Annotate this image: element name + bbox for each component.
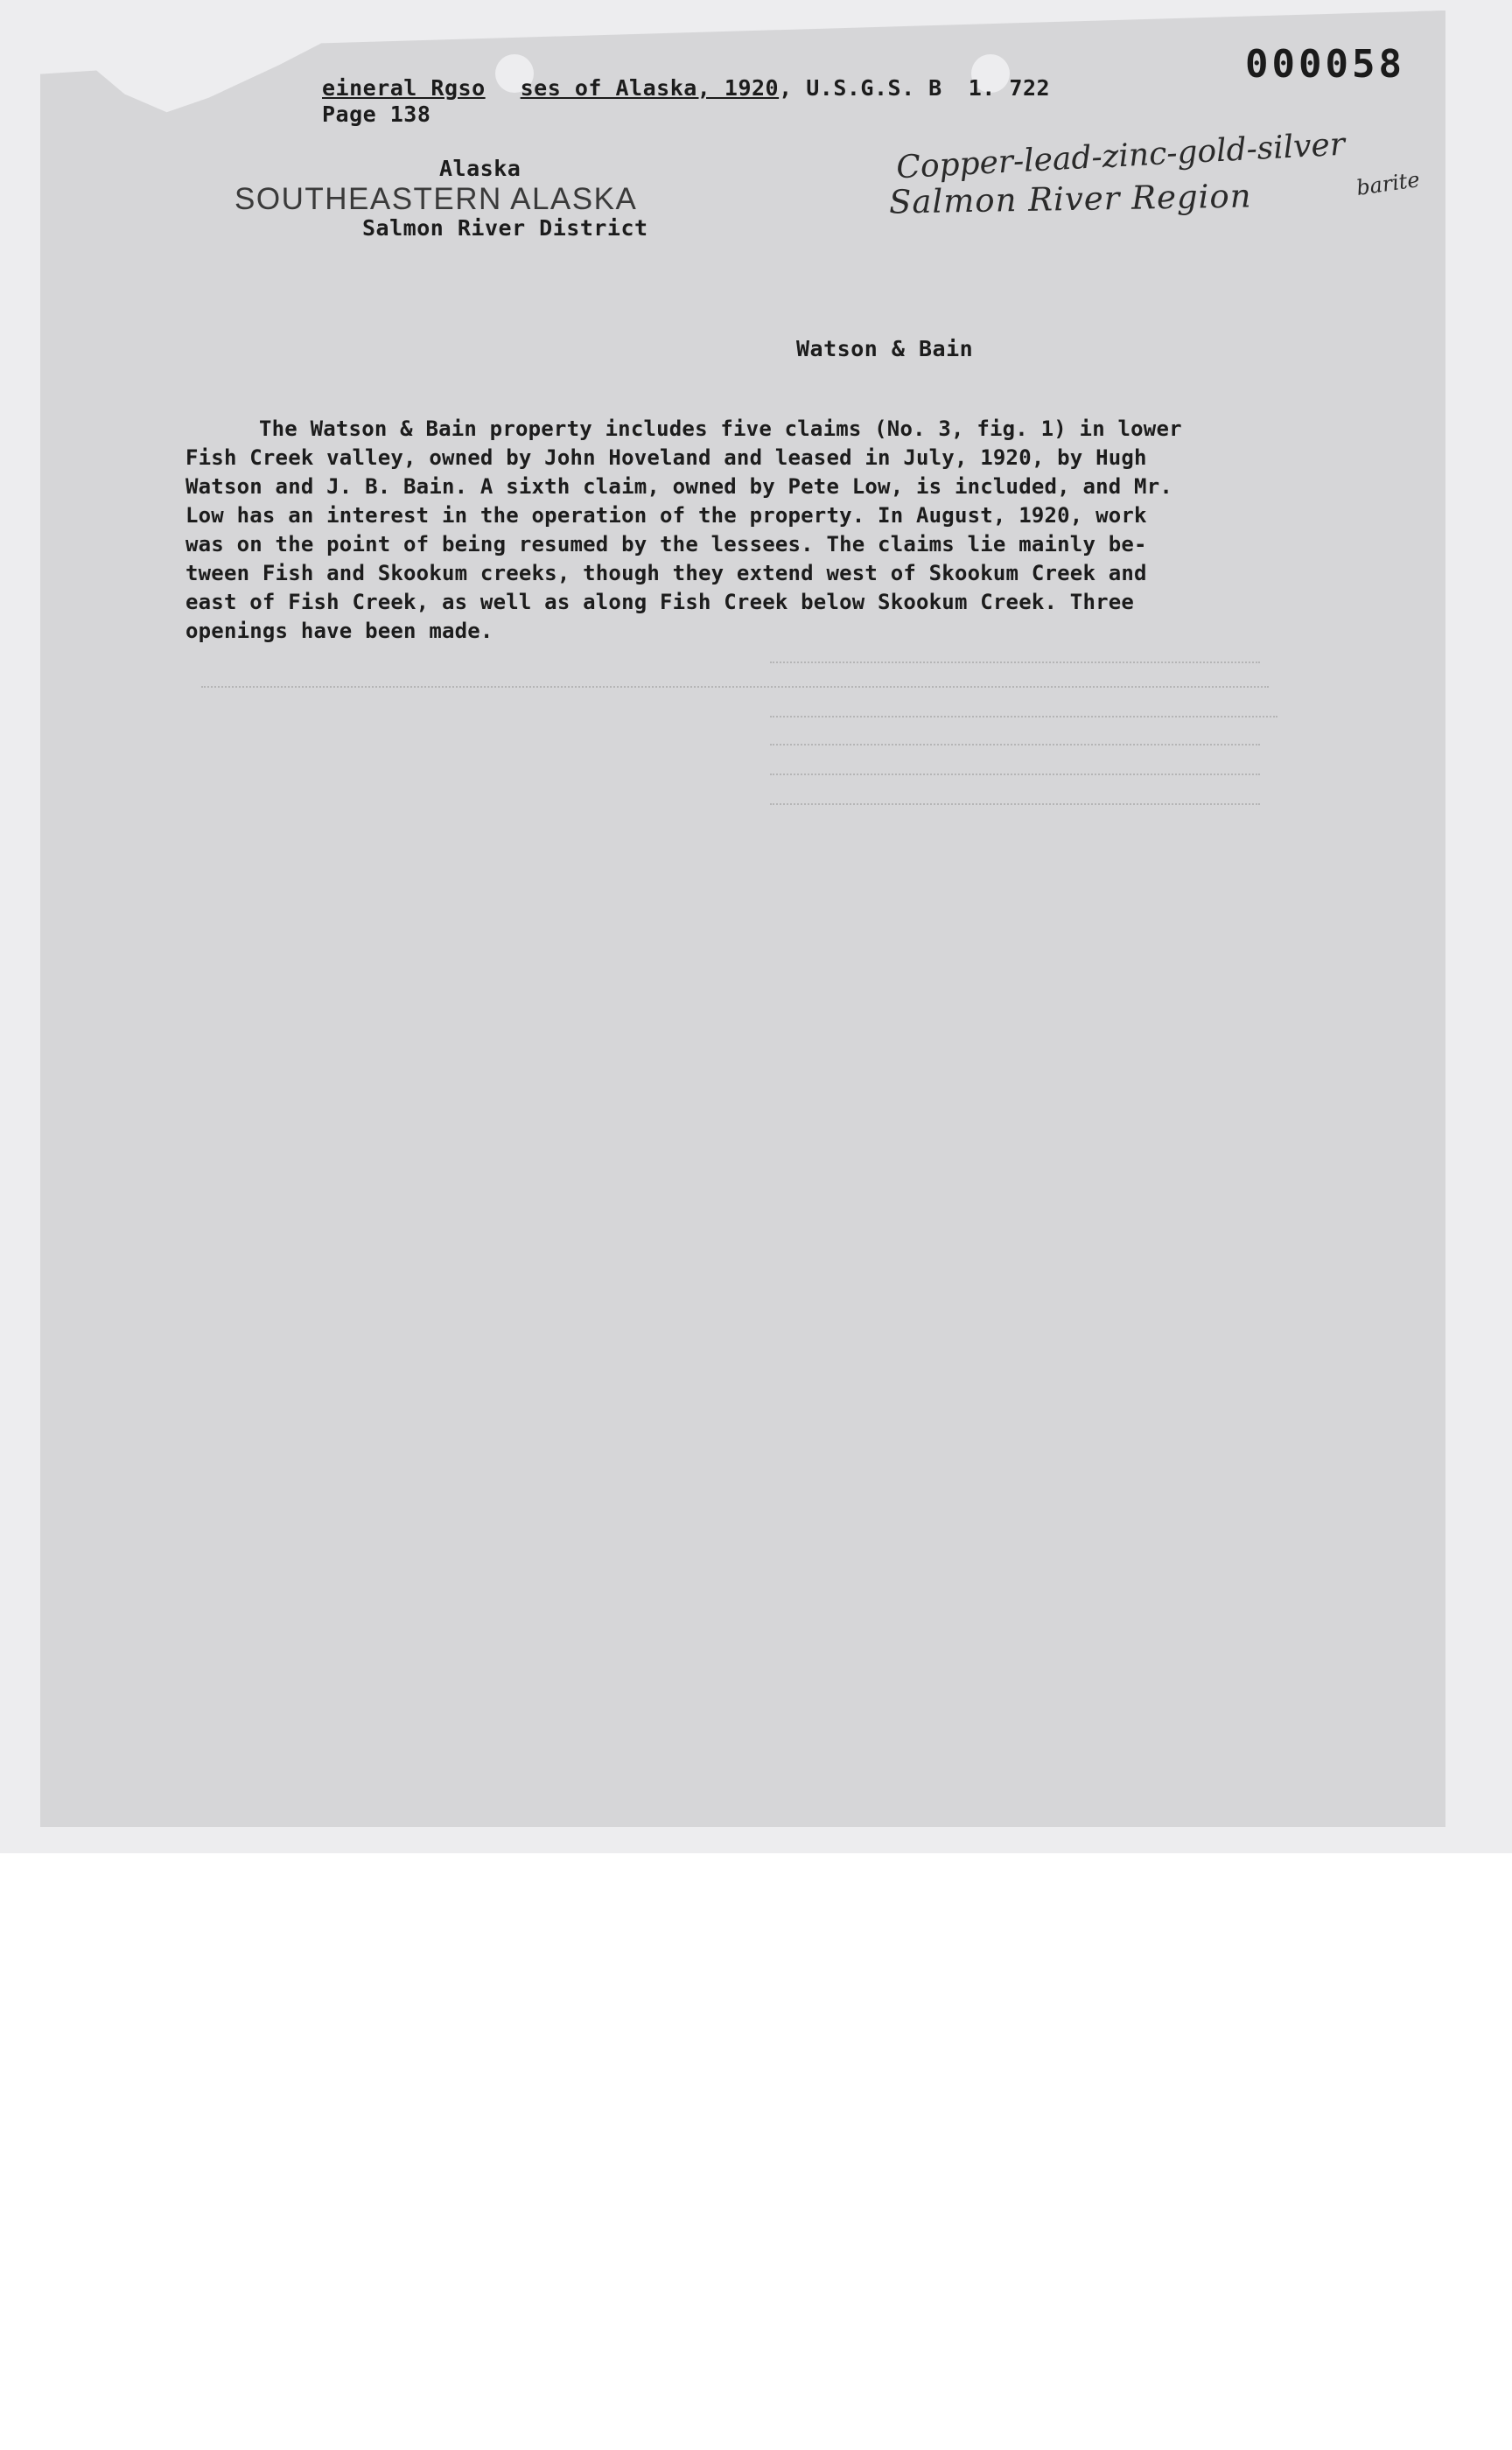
faint-bleedthrough-line [770,803,1260,805]
section-title: Watson & Bain [796,336,974,361]
header-citation-part4: 1. 722 [968,75,1051,101]
page-number: Page 138 [322,102,431,127]
body-line: Fish Creek valley, owned by John Hoveland and leased in July, 1920, by Hugh [186,445,1147,470]
stamp-district: Salmon River District [362,215,648,241]
document-id: 000058 [1245,42,1405,87]
header-citation-part1: eineral Rgso [322,75,486,101]
header-citation [322,75,1050,101]
faint-bleedthrough-line [770,774,1260,775]
header-citation-part3: , U.S.G.S. B [779,75,942,101]
body-paragraph [186,415,1323,646]
handwritten-barite: barite [1354,167,1422,200]
faint-bleedthrough-line [201,686,1269,688]
handwritten-commodities: Copper-lead-zinc-gold-silver [895,126,1346,186]
body-line: The Watson & Bain property includes five claims (No. 3, fig. 1) in lower [259,416,1182,441]
handwritten-region: Salmon River Region [888,177,1252,221]
body-line: east of Fish Creek, as well as along Fish Creek below Skookum Creek. Three [186,590,1135,614]
stamp-state: Alaska [439,156,522,181]
body-line: tween Fish and Skookum creeks, though they extend west of Skookum Creek and [186,561,1147,585]
faint-bleedthrough-line [770,744,1260,746]
body-line: Watson and J. B. Bain. A sixth claim, owned by Pete Low, is included, and Mr. [186,474,1172,499]
faint-bleedthrough-line [770,662,1260,663]
stamp-region: SOUTHEASTERN ALASKA [234,182,638,216]
body-line: Low has an interest in the operation of the property. In August, 1920, work [186,503,1147,528]
faint-bleedthrough-line [770,716,1278,718]
document-page [40,10,1446,1827]
body-line: was on the point of being resumed by the lessees. The claims lie mainly be- [186,532,1147,556]
body-line: openings have been made. [186,619,494,643]
header-citation-part2: ses of Alaska, 1920 [520,75,780,101]
